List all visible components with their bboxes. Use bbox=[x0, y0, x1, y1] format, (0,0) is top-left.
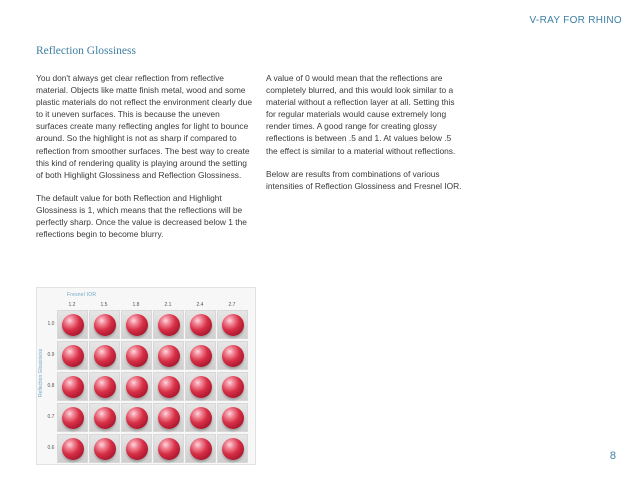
red-sphere-render bbox=[126, 314, 148, 336]
red-sphere-render bbox=[190, 376, 212, 398]
render-thumbnail bbox=[217, 372, 248, 401]
render-thumbnail bbox=[89, 341, 120, 370]
column-label: 1.2 bbox=[68, 302, 76, 308]
red-sphere-render bbox=[94, 407, 116, 429]
red-sphere-render bbox=[222, 407, 244, 429]
column-label: 2.4 bbox=[196, 302, 204, 308]
red-sphere-render bbox=[94, 438, 116, 460]
render-thumbnail bbox=[217, 434, 248, 463]
row-label: 1.0 bbox=[47, 321, 55, 327]
render-thumbnail bbox=[57, 372, 88, 401]
fresnel-ior-axis-label: Fresnel IOR bbox=[67, 292, 97, 298]
red-sphere-render bbox=[126, 438, 148, 460]
render-thumbnail bbox=[153, 341, 184, 370]
render-thumbnail bbox=[185, 372, 216, 401]
red-sphere-render bbox=[158, 345, 180, 367]
row-label: 0.7 bbox=[47, 414, 55, 420]
right-paragraph-1: A value of 0 would mean that the reflections are completely blurred, and this would look similar to a material without a reflection layer at all. Setting this for regular materials would cause extremely long render times. A good range for creating glossy reflections is between .5 and 1. At values below .5 the effect is similar to a material without reflections. bbox=[266, 73, 456, 156]
running-header: V-RAY FOR RHINO bbox=[529, 15, 622, 26]
red-sphere-render bbox=[190, 438, 212, 460]
render-thumbnail bbox=[121, 434, 152, 463]
red-sphere-render bbox=[222, 376, 244, 398]
left-paragraph-2: The default value for both Reflection and Highlight Glossiness is 1, which means that the reflections will be perfectly sharp. Once the value is decreased below 1 the reflections begin to become blurry. bbox=[36, 192, 247, 240]
render-thumbnail bbox=[89, 403, 120, 432]
red-sphere-render bbox=[62, 407, 84, 429]
render-thumbnail bbox=[153, 403, 184, 432]
page-number: 8 bbox=[609, 450, 616, 462]
right-column bbox=[266, 72, 462, 203]
red-sphere-render bbox=[158, 407, 180, 429]
column-label: 2.7 bbox=[228, 302, 236, 308]
render-thumbnail bbox=[57, 403, 88, 432]
red-sphere-render bbox=[126, 376, 148, 398]
red-sphere-render bbox=[222, 345, 244, 367]
red-sphere-render bbox=[190, 314, 212, 336]
render-thumbnail bbox=[121, 403, 152, 432]
glossiness-ior-render-grid bbox=[36, 287, 256, 465]
red-sphere-render bbox=[222, 314, 244, 336]
render-thumbnail bbox=[185, 403, 216, 432]
left-column bbox=[36, 72, 252, 251]
red-sphere-render bbox=[126, 407, 148, 429]
render-thumbnail bbox=[217, 403, 248, 432]
render-thumbnail bbox=[153, 372, 184, 401]
left-paragraph-1: You don't always get clear reflection from reflective material. Objects like matte finish metal, wood and some plastic materials do not reflect the environment clearly due to it uneven surfaces. This is because the uneven surfaces create many reflecting angles for light to bounce around. So the highlight is not as sharp if compared to reflection from smoother surfaces. The best way to create this kind of rendering quality is playing around the setting of both Highlight Glossiness and Reflection Glossiness. bbox=[36, 73, 252, 180]
render-thumbnail bbox=[185, 341, 216, 370]
red-sphere-render bbox=[158, 314, 180, 336]
render-thumbnail bbox=[185, 310, 216, 339]
column-label: 1.5 bbox=[100, 302, 108, 308]
render-thumbnail bbox=[57, 434, 88, 463]
red-sphere-render bbox=[190, 345, 212, 367]
column-labels bbox=[57, 302, 251, 310]
render-thumbnail bbox=[57, 341, 88, 370]
render-thumbnail bbox=[121, 310, 152, 339]
red-sphere-render bbox=[190, 407, 212, 429]
red-sphere-render bbox=[222, 438, 244, 460]
render-thumbnail bbox=[89, 434, 120, 463]
render-thumbnail bbox=[185, 434, 216, 463]
column-label: 1.8 bbox=[132, 302, 140, 308]
row-label: 0.9 bbox=[47, 352, 55, 358]
red-sphere-render bbox=[94, 314, 116, 336]
right-paragraph-2: Below are results from combinations of various intensities of Reflection Glossiness and Fresnel IOR. bbox=[266, 168, 462, 191]
render-thumbnail bbox=[121, 372, 152, 401]
red-sphere-render bbox=[62, 314, 84, 336]
render-thumbnail bbox=[89, 372, 120, 401]
render-thumbnail bbox=[153, 434, 184, 463]
render-thumbnail bbox=[153, 310, 184, 339]
render-thumbnail bbox=[121, 341, 152, 370]
red-sphere-render bbox=[62, 345, 84, 367]
red-sphere-render bbox=[62, 438, 84, 460]
row-label: 0.6 bbox=[47, 445, 55, 451]
column-label: 2.1 bbox=[164, 302, 172, 308]
render-thumbnail bbox=[57, 310, 88, 339]
red-sphere-render bbox=[158, 376, 180, 398]
red-sphere-render bbox=[158, 438, 180, 460]
red-sphere-render bbox=[94, 376, 116, 398]
render-thumbnail bbox=[217, 310, 248, 339]
red-sphere-render bbox=[62, 376, 84, 398]
render-thumbnail bbox=[89, 310, 120, 339]
red-sphere-render bbox=[94, 345, 116, 367]
render-thumbnail bbox=[217, 341, 248, 370]
red-sphere-render bbox=[126, 345, 148, 367]
reflection-glossiness-axis-label: Reflection Glossiness bbox=[38, 348, 44, 398]
section-title: Reflection Glossiness bbox=[36, 45, 136, 57]
row-label: 0.8 bbox=[47, 383, 55, 389]
